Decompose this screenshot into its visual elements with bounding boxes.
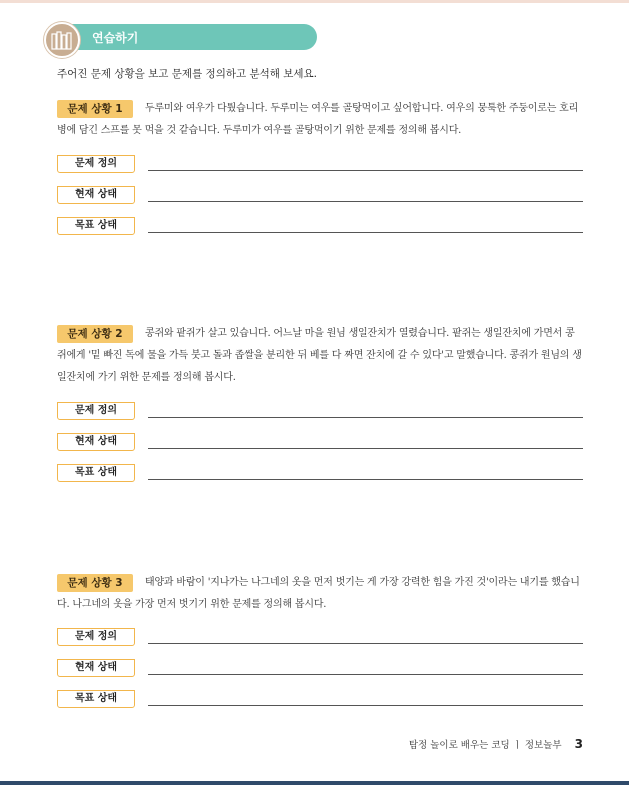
- field-label: 문제 정의: [57, 628, 135, 646]
- field-label: 현재 상태: [57, 659, 135, 677]
- books-icon: [44, 22, 80, 58]
- case-description: 태양과 바람이 '지나가는 나그네의 옷을 먼저 벗기는 게 가장 강력한 힘을 가진 것'이라는 내기를 했습니다. 나그네의 옷을 가장 먼저 벗기기 위한 문제를 정의해 봅시다.: [57, 577, 580, 610]
- answer-line[interactable]: [148, 417, 583, 418]
- field-row-goal: [57, 690, 583, 708]
- instruction-text: 주어진 문제 상황을 보고 문제를 정의하고 분석해 보세요.: [57, 68, 317, 80]
- field-label: 현재 상태: [57, 433, 135, 451]
- page-footer: [409, 737, 583, 751]
- answer-line[interactable]: [148, 674, 583, 675]
- section-banner: [44, 22, 317, 52]
- field-label: 목표 상태: [57, 690, 135, 708]
- field-label: 목표 상태: [57, 464, 135, 482]
- case-label: 문제 상황 3: [57, 574, 133, 592]
- field-row-current: [57, 433, 583, 451]
- field-row-current: [57, 659, 583, 677]
- page-number: 3: [574, 737, 583, 751]
- field-row-goal: [57, 464, 583, 482]
- banner-title: 연습하기: [92, 31, 139, 45]
- field-label: 목표 상태: [57, 217, 135, 235]
- field-row-current: [57, 186, 583, 204]
- answer-line[interactable]: [148, 170, 583, 171]
- field-label: 문제 정의: [57, 155, 135, 173]
- problem-case-3: [57, 574, 583, 704]
- answer-line[interactable]: [148, 232, 583, 233]
- case-description: 콩쥐와 팥쥐가 살고 있습니다. 어느날 마을 원님 생일잔치가 열렸습니다. 팥쥐는 생일잔치에 가면서 콩쥐에게 '밑 빠진 독에 물을 가득 붓고 돌과 좁쌀을 분리한 뒤 베를 다 짜면 잔치에 갈 수 있다'고 말했습니다. 콩쥐가 원님의 생일잔치에 가기 위한 문제를 정의해 봅시다.: [57, 328, 582, 383]
- case-label: 문제 상황 2: [57, 325, 133, 343]
- case-description: 두루미와 여우가 다퉜습니다. 두루미는 여우를 골탕먹이고 싶어합니다. 여우의 뭉툭한 주둥이로는 호리병에 담긴 스프를 못 먹을 것 같습니다. 두루미가 여우를 골탕먹이기 위한 문제를 정의해 봅시다.: [57, 103, 579, 136]
- answer-line[interactable]: [148, 705, 583, 706]
- problem-case-2: [57, 325, 583, 478]
- bottom-rule: [0, 781, 629, 785]
- field-row-definition: [57, 628, 583, 646]
- footer-book-title: 탐정 놀이로 배우는 코딩 ㅣ 정보놀부: [408, 740, 562, 751]
- field-row-definition: [57, 155, 583, 173]
- field-label: 현재 상태: [57, 186, 135, 204]
- answer-line[interactable]: [148, 643, 583, 644]
- field-label: 문제 정의: [57, 402, 135, 420]
- case-label: 문제 상황 1: [57, 100, 133, 118]
- answer-line[interactable]: [148, 448, 583, 449]
- top-rule: [0, 0, 629, 3]
- answer-line[interactable]: [148, 479, 583, 480]
- field-row-goal: [57, 217, 583, 235]
- answer-line[interactable]: [148, 201, 583, 202]
- problem-case-1: [57, 100, 583, 231]
- field-row-definition: [57, 402, 583, 420]
